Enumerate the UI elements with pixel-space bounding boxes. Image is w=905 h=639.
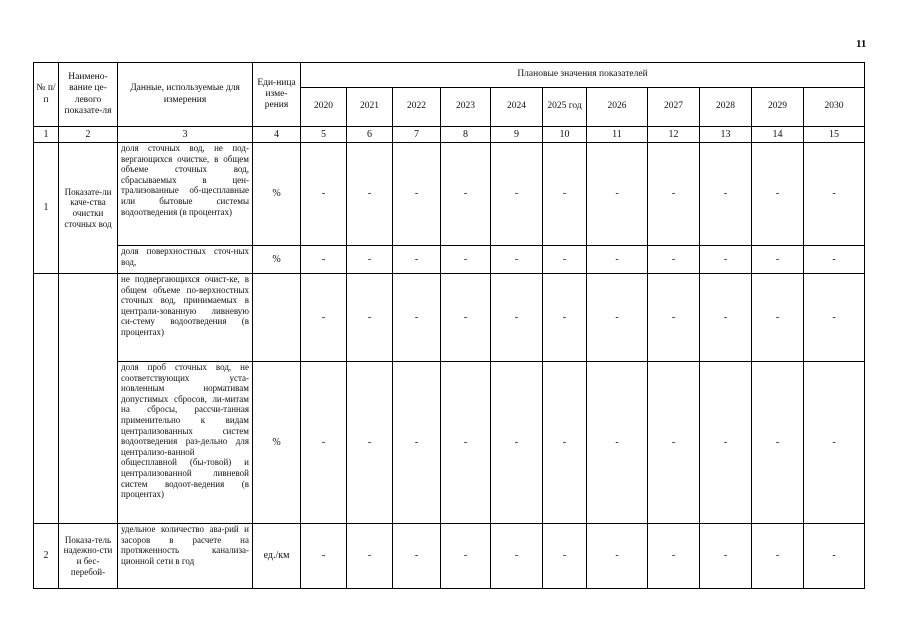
column-number: 3 (118, 127, 253, 143)
value-cell: - (587, 362, 648, 524)
value-cell: - (441, 246, 491, 274)
column-number: 15 (804, 127, 865, 143)
year-header: 2030 (804, 88, 865, 127)
value-cell: - (441, 274, 491, 362)
value-cell: - (491, 362, 543, 524)
value-cell: - (752, 246, 804, 274)
value-cell: - (700, 274, 752, 362)
header-plan: Плановые значения показателей (301, 63, 865, 88)
value-cell: - (648, 246, 700, 274)
measurement-data: доля поверхностных сточ-ных вод, (118, 246, 253, 274)
row-num: 1 (34, 143, 59, 274)
column-number: 9 (491, 127, 543, 143)
value-cell: - (543, 143, 587, 246)
year-header: 2029 (752, 88, 804, 127)
value-cell: - (393, 246, 441, 274)
value-cell: - (648, 362, 700, 524)
value-cell: - (648, 274, 700, 362)
value-cell: - (648, 143, 700, 246)
value-cell: - (543, 246, 587, 274)
column-number: 10 (543, 127, 587, 143)
column-number: 5 (301, 127, 347, 143)
column-number: 6 (347, 127, 393, 143)
unit-cell: % (253, 143, 301, 246)
value-cell: - (491, 143, 543, 246)
table-row (34, 524, 865, 589)
value-cell: - (587, 524, 648, 589)
year-header: 2026 (587, 88, 648, 127)
year-header: 2023 (441, 88, 491, 127)
indicators-table (33, 62, 865, 589)
indicator-name: Показате-ли каче-ства очистки сточных вод (59, 143, 118, 274)
column-number: 11 (587, 127, 648, 143)
value-cell: - (648, 524, 700, 589)
value-cell: - (347, 274, 393, 362)
value-cell: - (587, 246, 648, 274)
value-cell: - (752, 362, 804, 524)
value-cell: - (301, 362, 347, 524)
value-cell: - (543, 274, 587, 362)
value-cell: - (393, 274, 441, 362)
year-header: 2025 год (543, 88, 587, 127)
page-number: 11 (856, 38, 867, 50)
value-cell: - (301, 143, 347, 246)
value-cell: - (347, 143, 393, 246)
value-cell: - (543, 524, 587, 589)
value-cell: - (752, 274, 804, 362)
column-number: 14 (752, 127, 804, 143)
value-cell: - (804, 143, 865, 246)
year-header: 2022 (393, 88, 441, 127)
measurement-data: доля сточных вод, не под-вергающихся очистке, в общем объеме сточных вод, сбрасываемых в цен-трализованные об-щесплавные или бытовые системы водоотведения (в процентах) (118, 143, 253, 246)
header-unit: Еди-ница изме-рения (253, 63, 301, 127)
value-cell: - (700, 362, 752, 524)
value-cell: - (347, 362, 393, 524)
indicator-name: Показа-тель надежно-сти и бес-перебой- (59, 524, 118, 589)
value-cell: - (700, 524, 752, 589)
table-row (34, 246, 865, 274)
year-header: 2027 (648, 88, 700, 127)
column-number: 12 (648, 127, 700, 143)
measurement-data: не подвергающихся очист-ке, в общем объеме по-верхностных сточных вод, принимаемых в централи-зованную ливневую си-стему водоотведения (в процентах) (118, 274, 253, 362)
value-cell: - (347, 246, 393, 274)
value-cell: - (441, 143, 491, 246)
table-row (34, 143, 865, 246)
value-cell: - (700, 143, 752, 246)
year-header: 2024 (491, 88, 543, 127)
value-cell: - (491, 524, 543, 589)
table-row (34, 274, 865, 362)
header-data: Данные, используемые для измерения (118, 63, 253, 127)
column-numbers-row (34, 127, 865, 143)
column-number: 8 (441, 127, 491, 143)
value-cell: - (301, 274, 347, 362)
value-cell: - (543, 362, 587, 524)
unit-cell: % (253, 362, 301, 524)
indicator-name (59, 274, 118, 524)
column-number: 4 (253, 127, 301, 143)
column-number: 2 (59, 127, 118, 143)
header-num: № п/п (34, 63, 59, 127)
value-cell: - (393, 362, 441, 524)
year-header: 2021 (347, 88, 393, 127)
value-cell: - (393, 143, 441, 246)
column-number: 13 (700, 127, 752, 143)
unit-cell (253, 274, 301, 362)
table-row (34, 362, 865, 524)
value-cell: - (804, 274, 865, 362)
value-cell: - (301, 524, 347, 589)
measurement-data: удельное количество ава-рий и засоров в расчете на протяженность канализа-ционной сети в год (118, 524, 253, 589)
row-num: 2 (34, 524, 59, 589)
column-number: 7 (393, 127, 441, 143)
value-cell: - (587, 274, 648, 362)
value-cell: - (587, 143, 648, 246)
value-cell: - (441, 524, 491, 589)
header-name: Наимено-вание це-левого показате-ля (59, 63, 118, 127)
row-num (34, 274, 59, 524)
column-number: 1 (34, 127, 59, 143)
value-cell: - (491, 246, 543, 274)
value-cell: - (301, 246, 347, 274)
value-cell: - (804, 524, 865, 589)
value-cell: - (804, 246, 865, 274)
year-header: 2028 (700, 88, 752, 127)
unit-cell: ед./км (253, 524, 301, 589)
value-cell: - (752, 143, 804, 246)
value-cell: - (441, 362, 491, 524)
value-cell: - (804, 362, 865, 524)
measurement-data: доля проб сточных вод, не соответствующих уста-новленным нормативам допустимых сбросов, ли-митам на сбросы, рассчи-танная применительно к видам централизованных систем водоотведения раз-дельно для централизо-ванной общесплавной (бы-товой) и централизованной ливневой систем водоот-ведения (в процентах) (118, 362, 253, 524)
value-cell: - (347, 524, 393, 589)
year-header: 2020 (301, 88, 347, 127)
value-cell: - (700, 246, 752, 274)
header-row (34, 63, 865, 88)
unit-cell: % (253, 246, 301, 274)
value-cell: - (393, 524, 441, 589)
value-cell: - (491, 274, 543, 362)
value-cell: - (752, 524, 804, 589)
